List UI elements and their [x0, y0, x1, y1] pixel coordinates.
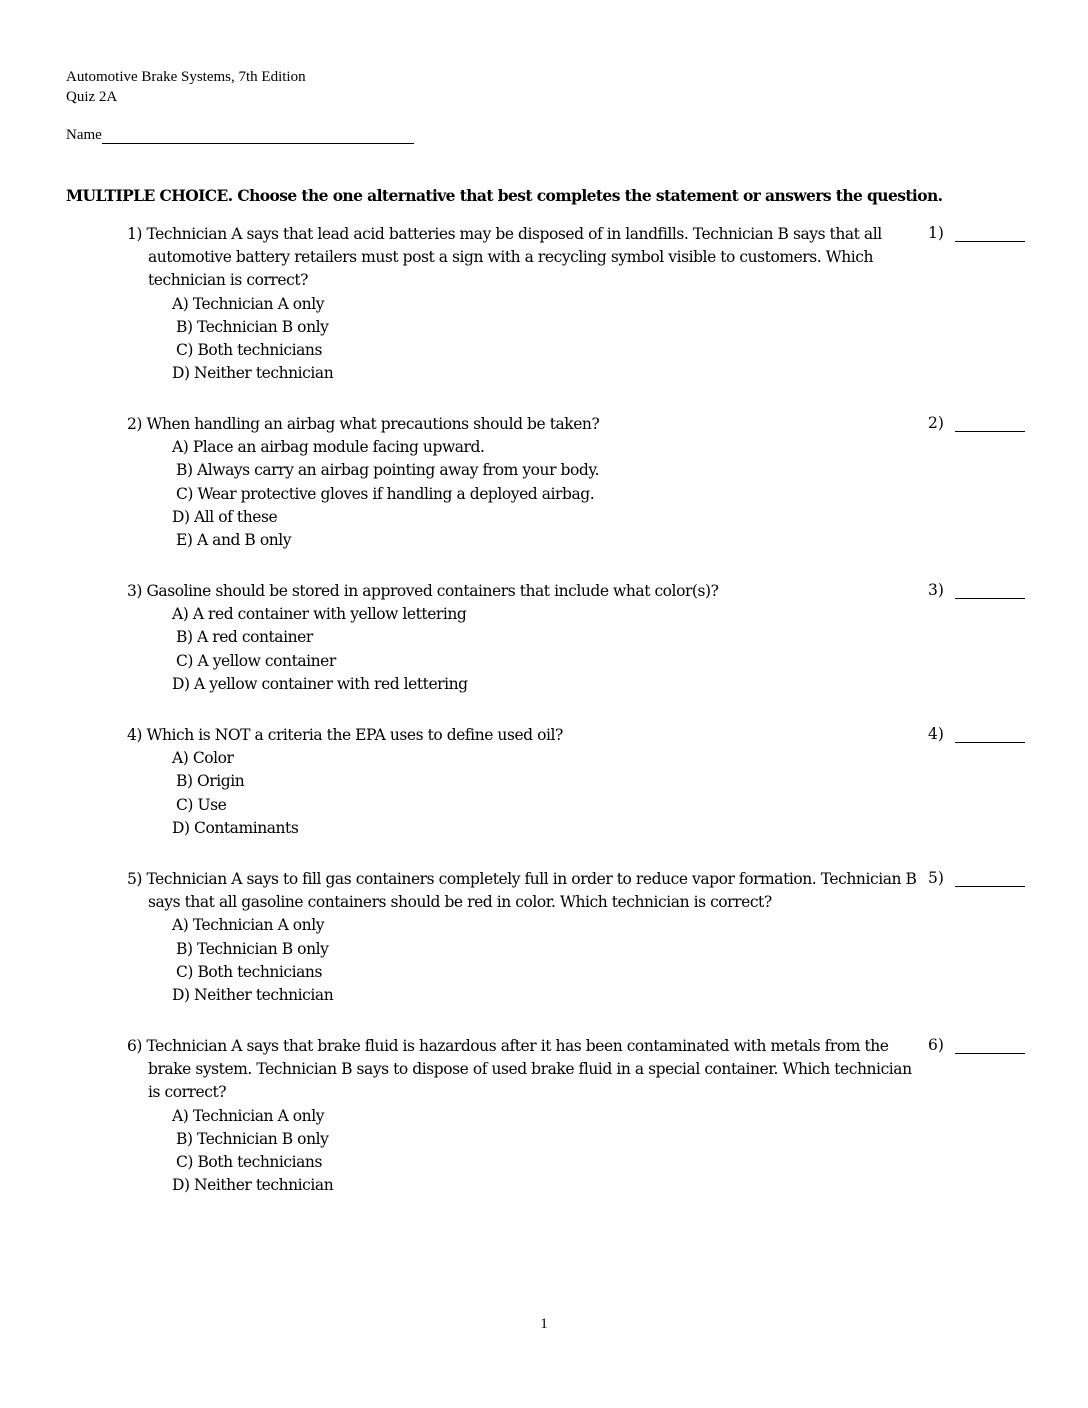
question-stem: 5) Technician A says to fill gas containers completely full in order to reduce vapor formation. Technician B says that all gasoline containers should be red in color. Which technician is correct?	[127, 870, 917, 912]
choice-a: A) A red container with yellow lettering	[172, 605, 467, 624]
choice-c: C) Both technicians	[176, 1153, 322, 1172]
choice-c: C) A yellow container	[176, 651, 336, 670]
answer-number: 1)	[928, 224, 944, 242]
question-stem: 3) Gasoline should be stored in approved containers that include what color(s)?	[127, 582, 719, 600]
choice-b: B) Technician B only	[176, 1129, 329, 1148]
question-stem: 4) Which is NOT a criteria the EPA uses to define used oil?	[127, 726, 563, 744]
choice-c: C) Both technicians	[176, 341, 322, 360]
answer-blank-line[interactable]	[955, 417, 1025, 432]
answer-slot-3	[928, 581, 1025, 599]
choice-d: D) Neither technician	[172, 364, 334, 383]
name-field-row	[66, 126, 414, 144]
choice-b: B) A red container	[176, 628, 313, 647]
choice-d: D) A yellow container with red lettering	[172, 674, 468, 693]
choice-d: D) All of these	[172, 507, 278, 526]
answer-number: 5)	[928, 869, 944, 887]
answer-blank-line[interactable]	[955, 584, 1025, 599]
name-label: Name	[66, 127, 102, 143]
choice-list	[172, 747, 917, 840]
choice-a: A) Color	[172, 749, 234, 768]
question-1	[127, 223, 917, 385]
choice-b: B) Origin	[176, 772, 245, 791]
document-title: Automotive Brake Systems, 7th Edition	[66, 69, 306, 85]
page-number: 1	[540, 1316, 548, 1332]
choice-c: C) Wear protective gloves if handling a deployed airbag.	[176, 484, 595, 503]
quiz-label: Quiz 2A	[66, 89, 118, 105]
answer-blank-line[interactable]	[955, 872, 1025, 887]
choice-b: B) Technician B only	[176, 939, 329, 958]
choice-c: C) Use	[176, 795, 227, 814]
choice-list	[172, 1105, 917, 1198]
choice-list	[172, 436, 917, 552]
answer-blank-line[interactable]	[955, 227, 1025, 242]
choice-d: D) Contaminants	[172, 818, 299, 837]
choice-list	[172, 603, 917, 696]
choice-b: B) Always carry an airbag pointing away from your body.	[176, 461, 600, 480]
choice-c: C) Both technicians	[176, 962, 322, 981]
question-6	[127, 1035, 917, 1197]
answer-blank-line[interactable]	[955, 728, 1025, 743]
question-4	[127, 724, 917, 840]
question-5	[127, 868, 917, 1007]
choice-e: E) A and B only	[176, 531, 292, 550]
answer-slot-6	[928, 1036, 1025, 1054]
choice-list	[172, 914, 917, 1007]
answer-slot-2	[928, 414, 1025, 432]
answer-number: 3)	[928, 581, 944, 599]
answer-slot-5	[928, 869, 1025, 887]
choice-b: B) Technician B only	[176, 317, 329, 336]
choice-a: A) Technician A only	[172, 294, 325, 313]
choice-list	[172, 293, 917, 386]
question-stem: 1) Technician A says that lead acid batteries may be disposed of in landfills. Technician B says that all automotive battery retailers must post a sign with a recycling symbol visible to customers. Which technician is correct?	[127, 225, 882, 290]
choice-d: D) Neither technician	[172, 986, 334, 1005]
question-2	[127, 413, 917, 552]
choice-d: D) Neither technician	[172, 1176, 334, 1195]
question-stem: 6) Technician A says that brake fluid is hazardous after it has been contaminated with metals from the brake system. Technician B says to dispose of used brake fluid in a special container. Which technician is correct?	[127, 1037, 912, 1102]
question-stem: 2) When handling an airbag what precautions should be taken?	[127, 415, 600, 433]
section-instructions: MULTIPLE CHOICE. Choose the one alternative that best completes the statement or answers the question.	[66, 186, 943, 205]
choice-a: A) Technician A only	[172, 916, 325, 935]
answer-slot-4	[928, 725, 1025, 743]
name-blank-line[interactable]	[102, 127, 414, 144]
answer-number: 4)	[928, 725, 944, 743]
answer-number: 6)	[928, 1036, 944, 1054]
answer-slot-1	[928, 224, 1025, 242]
choice-a: A) Place an airbag module facing upward.	[172, 438, 485, 457]
answer-number: 2)	[928, 414, 944, 432]
question-3	[127, 580, 917, 696]
answer-blank-line[interactable]	[955, 1039, 1025, 1054]
choice-a: A) Technician A only	[172, 1106, 325, 1125]
